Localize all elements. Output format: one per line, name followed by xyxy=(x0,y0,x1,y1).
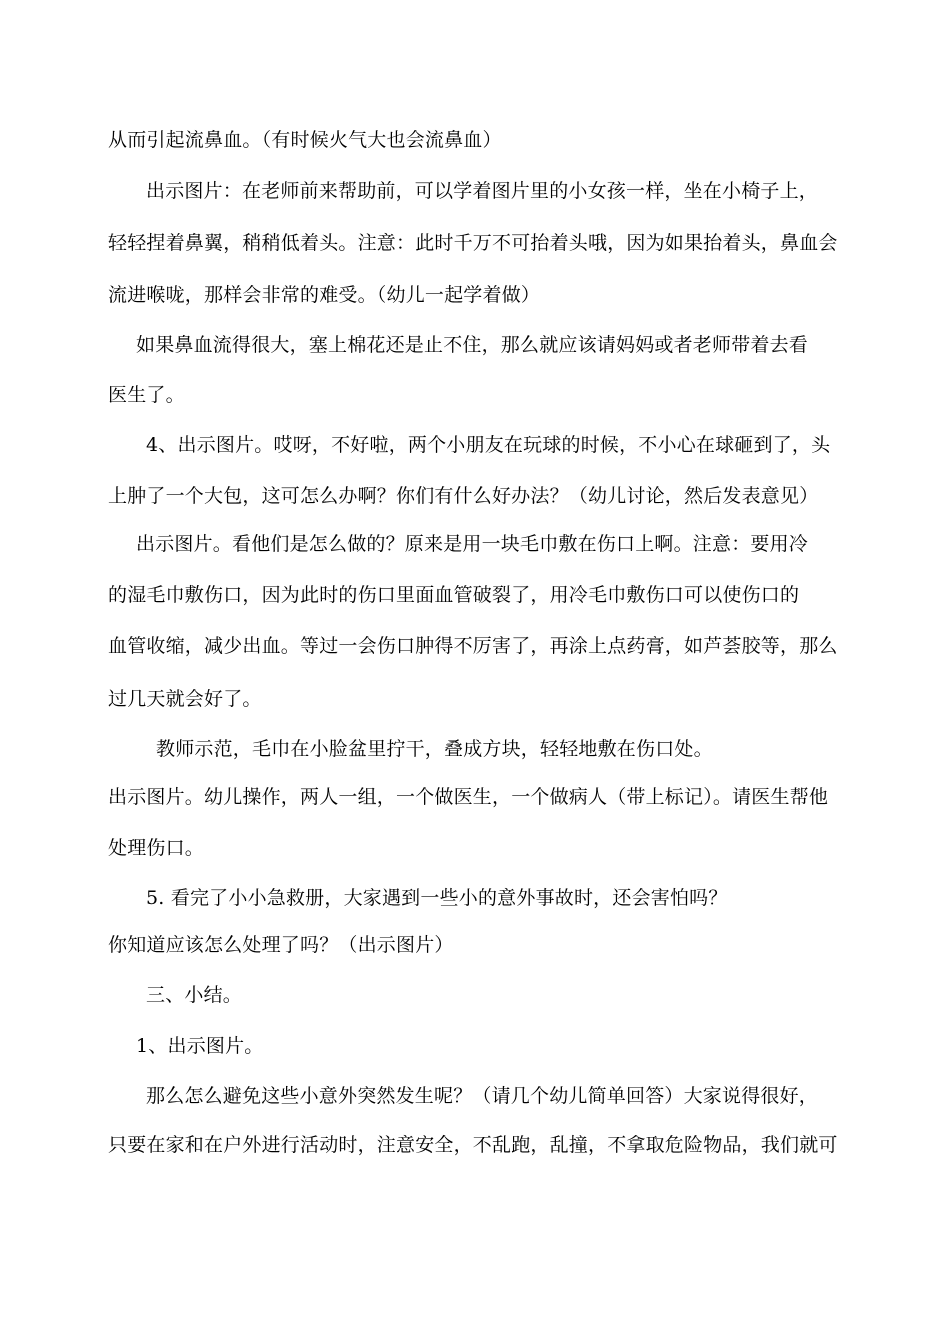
text-line: 出示图片：在老师前来帮助前，可以学着图片里的小女孩一样，坐在小椅子上， xyxy=(146,180,819,202)
text-line: 4、出示图片。哎呀，不好啦，两个小朋友在玩球的时候，不小心在球砸到了，头 xyxy=(146,434,831,456)
section-heading: 三、小结。 xyxy=(146,984,243,1006)
text-line: 过几天就会好了。 xyxy=(108,688,262,710)
text-line: 只要在家和在户外进行活动时，注意安全，不乱跑，乱撞，不拿取危险物品，我们就可 xyxy=(108,1134,838,1156)
text-line: 出示图片。幼儿操作，两人一组，一个做医生，一个做病人（带上标记）。请医生帮他 xyxy=(108,786,829,808)
text-line: 上肿了一个大包，这可怎么办啊？你们有什么好办法？（幼儿讨论，然后发表意见） xyxy=(108,485,819,507)
text-line: 教师示范，毛巾在小脸盆里拧干，叠成方块，轻轻地敷在伤口处。 xyxy=(156,738,713,760)
text-line: 从而引起流鼻血。（有时候火气大也会流鼻血） xyxy=(108,129,502,151)
text-line: 1、出示图片。 xyxy=(136,1035,264,1057)
text-line: 处理伤口。 xyxy=(108,837,205,859)
text-line: 那么怎么避免这些小意外突然发生呢？（请几个幼儿简单回答）大家说得很好， xyxy=(146,1085,819,1107)
text-line: 5. 看完了小小急救册，大家遇到一些小的意外事故时，还会害怕吗？ xyxy=(146,887,728,909)
text-line: 血管收缩，减少出血。等过一会伤口肿得不厉害了，再涂上点药膏，如芦荟胶等，那么 xyxy=(108,635,838,657)
text-line: 流进喉咙，那样会非常的难受。（幼儿一起学着做） xyxy=(108,284,541,306)
text-line: 的湿毛巾敷伤口，因为此时的伤口里面血管破裂了，用冷毛巾敷伤口可以使伤口的 xyxy=(108,584,800,606)
text-line: 出示图片。看他们是怎么做的？原来是用一块毛巾敷在伤口上啊。注意：要用冷 xyxy=(136,533,809,555)
text-line: 你知道应该怎么处理了吗？（出示图片） xyxy=(108,934,454,956)
text-line: 医生了。 xyxy=(108,384,185,406)
text-line: 如果鼻血流得很大，塞上棉花还是止不住，那么就应该请妈妈或者老师带着去看 xyxy=(136,334,809,356)
text-line: 轻轻捏着鼻翼，稍稍低着头。注意：此时千万不可抬着头哦，因为如果抬着头，鼻血会 xyxy=(108,232,838,254)
